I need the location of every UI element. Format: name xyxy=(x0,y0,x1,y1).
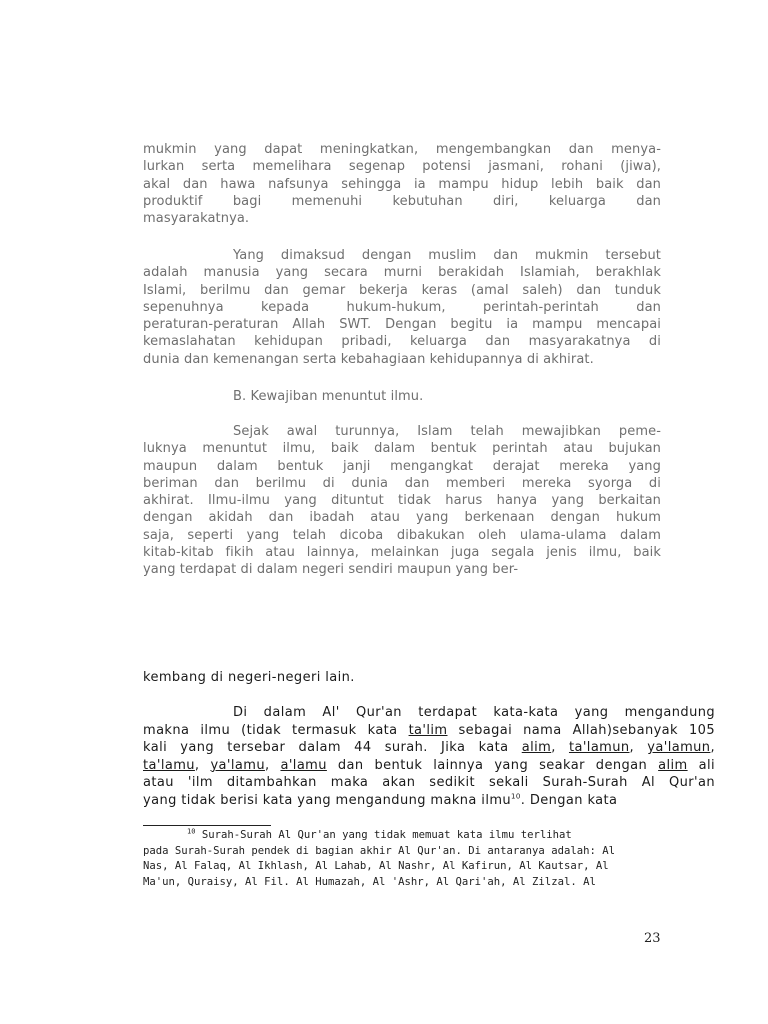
text-line: akal dan hawa nafsunya sehingga ia mampu hidup lebih baik dan xyxy=(143,176,661,192)
page-number: 23 xyxy=(644,931,661,946)
text-line: makna ilmu (tidak termasuk kata ta'lim sebagai nama Allah)sebanyak 105 xyxy=(143,722,715,738)
text-line: Di dalam Al' Qur'an terdapat kata-kata yang mengandung xyxy=(233,705,715,720)
footnote-divider xyxy=(143,825,271,826)
text-line: beriman dan berilmu di dunia dan memberi mereka syorga di xyxy=(143,475,661,491)
text-line: akhirat. Ilmu-ilmu yang dituntut tidak harus hanya yang berkaitan xyxy=(143,493,661,509)
text-line: Islami, berilmu dan gemar bekerja keras (amal saleh) dan tunduk xyxy=(143,282,661,298)
text-line: mukmin yang dapat meningkatkan, mengembangkan dan menya- xyxy=(143,142,661,157)
text-line: luknya menuntut ilmu, baik dalam bentuk perintah atau bujukan xyxy=(143,441,661,457)
text-line: kitab-kitab fikih atau lainnya, melainkan juga segala jenis ilmu, baik xyxy=(143,545,661,561)
text-line: kali yang tersebar dalam 44 surah. Jika kata alim, ta'lamun, ya'lamun, xyxy=(143,740,715,756)
text-line: sepenuhnya kepada hukum-hukum, perintah-perintah dan xyxy=(143,299,661,315)
underlined-term: ta'lim xyxy=(408,722,448,738)
text-line: lurkan serta memelihara segenap potensi jasmani, rohani (jiwa), xyxy=(143,159,661,175)
text-line: dengan akidah dan ibadah atau yang berkenaan dengan hukum xyxy=(143,510,661,526)
text-line: saja, seperti yang telah dicoba dibakukan oleh ulama-ulama dalam xyxy=(143,527,661,543)
underlined-term: alim xyxy=(521,740,552,756)
text-line: produktif bagi memenuhi kebutuhan diri, keluarga dan xyxy=(143,193,661,209)
continuation-line xyxy=(143,669,715,687)
underlined-term: ta'lamun xyxy=(568,740,630,756)
text-line: Sejak awal turunnya, Islam telah mewajibkan peme- xyxy=(233,424,661,439)
text-line: yang terdapat di dalam negeri sendiri maupun yang ber- xyxy=(143,562,519,578)
footnote-reference[interactable]: 10 xyxy=(511,792,521,801)
footnote-line: Ma'un, Quraisy, Al Fil. Al Humazah, Al 'Ashr, Al Qari'ah, Al Zilzal. Al xyxy=(143,875,596,888)
underlined-term: ya'lamu xyxy=(210,757,265,773)
paragraph-2 xyxy=(143,247,661,368)
text-line: atau 'ilm ditambahkan maka akan sedikit sekali Surah-Surah Al Qur'an xyxy=(143,775,715,791)
section-heading xyxy=(143,388,661,405)
text-line: maupun dalam bentuk janji mengangkat derajat mereka yang xyxy=(143,458,661,474)
footnote-line: $^{10}$ Surah-Surah Al Qur'an yang tidak memuat kata ilmu terlihat xyxy=(187,827,572,841)
paragraph-4 xyxy=(143,704,715,810)
footnote-marker: 10 xyxy=(187,827,196,836)
text-line: kemaslahatan kehidupan pribadi, keluarga dan masyarakatnya di xyxy=(143,334,661,350)
text-line: dunia dan kemenangan serta kebahagiaan kehidupannya di akhirat. xyxy=(143,351,594,367)
text-line: Yang dimaksud dengan muslim dan mukmin tersebut xyxy=(233,248,661,263)
footnote xyxy=(143,828,713,890)
text-line: yang tidak berisi kata yang mengandung makna ilmu$^{10}$. Dengan kata xyxy=(143,792,618,808)
footnote-line: pada Surah-Surah pendek di bagian akhir Al Qur'an. Di antaranya adalah: Al xyxy=(143,844,615,857)
text-line: masyarakatnya. xyxy=(143,211,250,227)
text-line: adalah manusia yang secara murni berakidah Islamiah, berakhlak xyxy=(143,265,661,281)
underlined-term: ya'lamun xyxy=(647,740,711,756)
footnote-line: Nas, Al Falaq, Al Ikhlash, Al Lahab, Al Nashr, Al Kafirun, Al Kautsar, Al xyxy=(143,860,609,872)
heading-text: B. Kewajiban menuntut ilmu. xyxy=(233,389,424,404)
text-line: kembang di negeri-negeri lain. xyxy=(143,670,355,685)
text-line: ta'lamu, ya'lamu, a'lamu dan bentuk lainnya yang seakar dengan alim ali xyxy=(143,757,715,773)
underlined-term: ta'lamu xyxy=(143,757,195,773)
underlined-term: alim xyxy=(658,757,688,773)
paragraph-3 xyxy=(143,423,661,579)
text-line: peraturan-peraturan Allah SWT. Dengan begitu ia mampu mencapai xyxy=(143,317,661,333)
underlined-term: a'lamu xyxy=(280,757,327,773)
paragraph-1 xyxy=(143,141,661,227)
